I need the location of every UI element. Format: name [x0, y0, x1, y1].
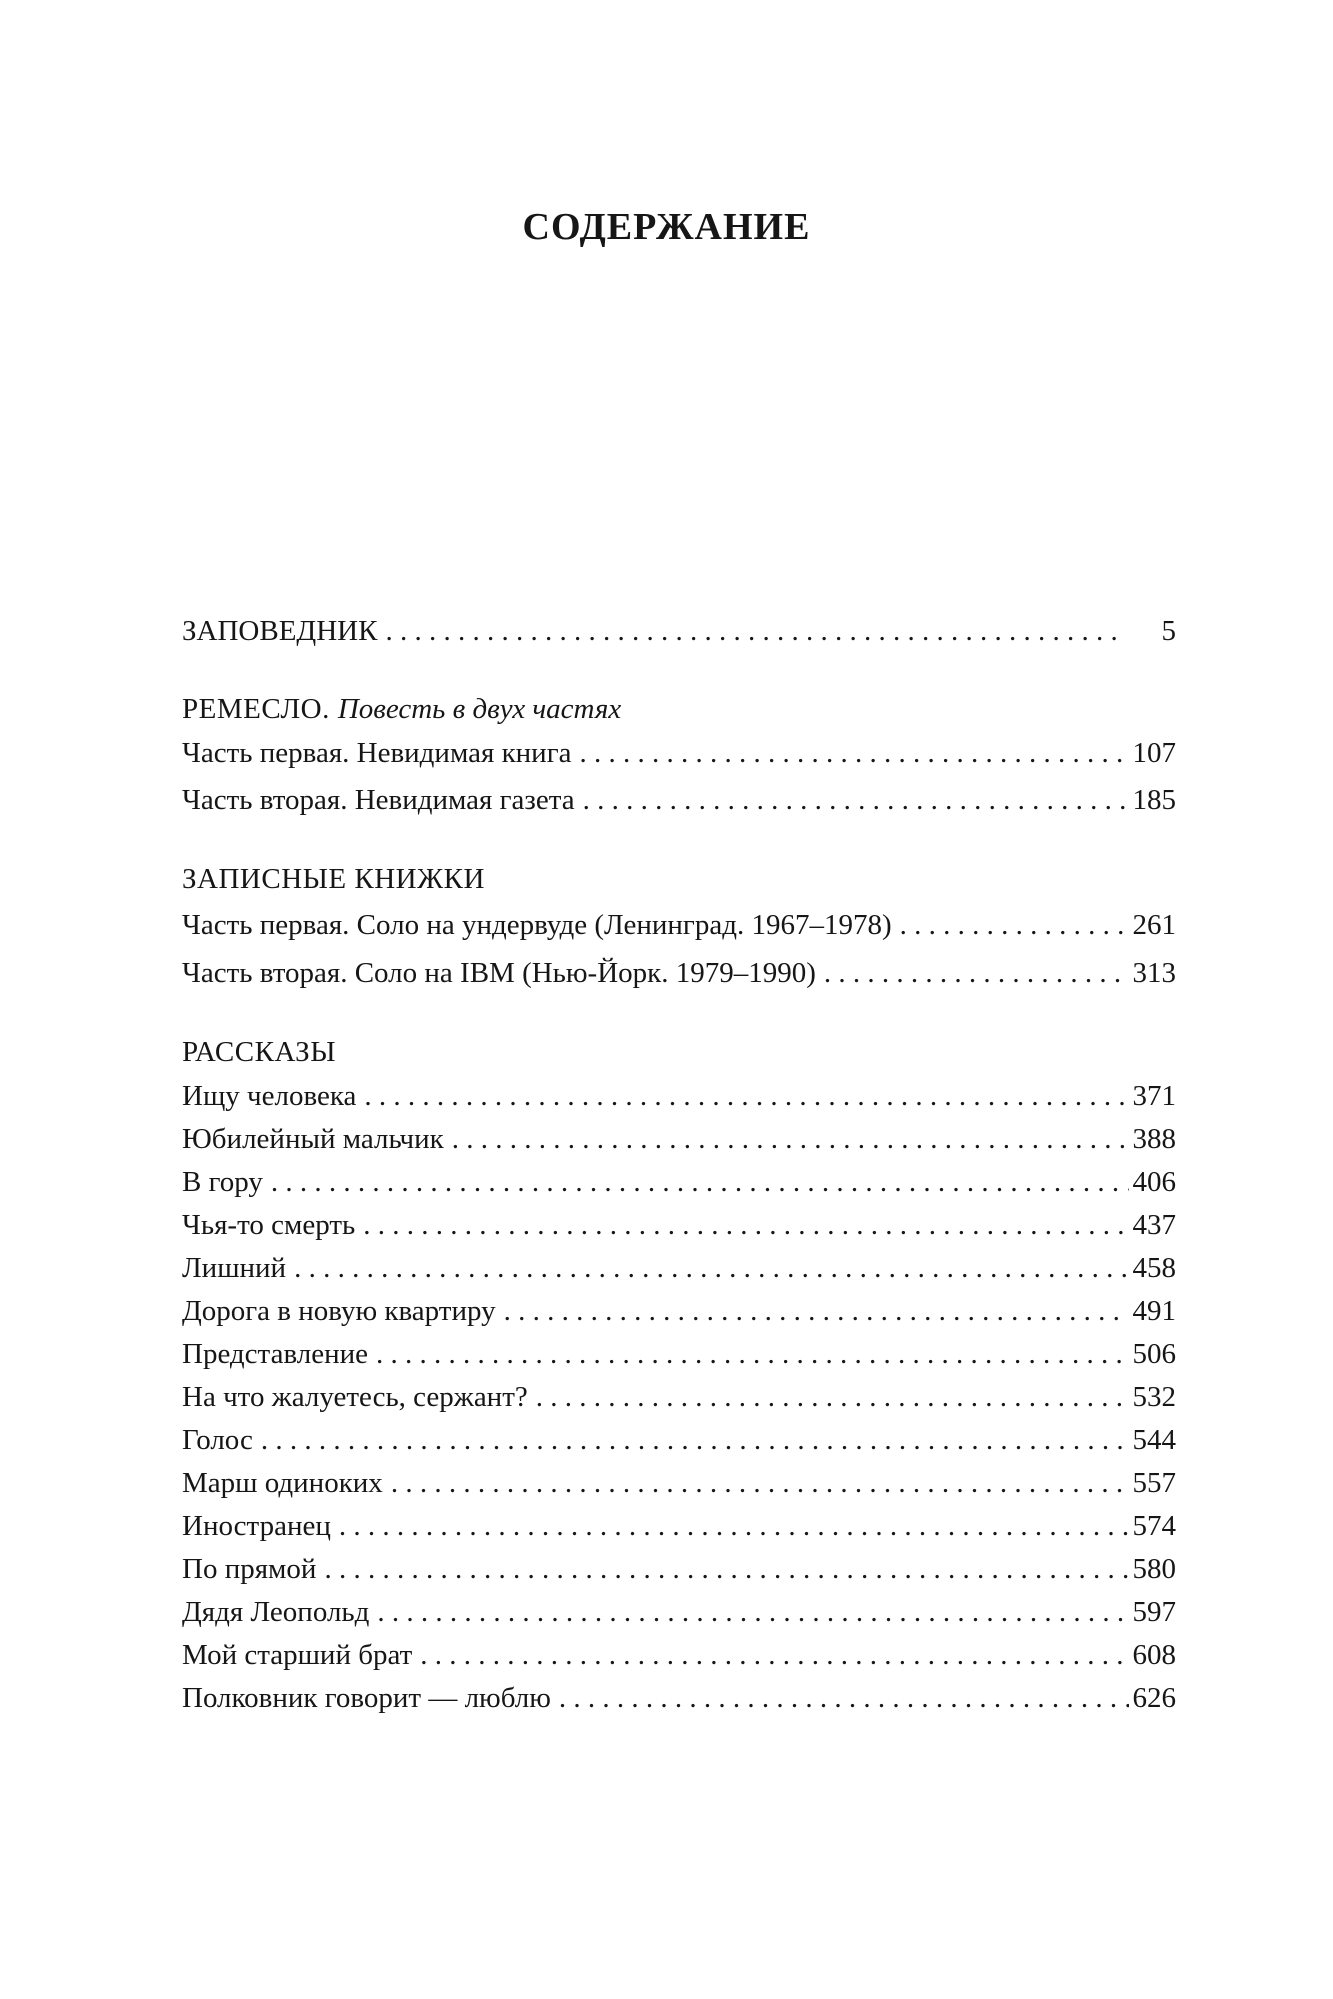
dot-leader — [271, 1166, 1129, 1199]
dot-leader — [339, 1510, 1129, 1543]
toc-entry[interactable] — [182, 1295, 1176, 1338]
section-subtitle: Повесть в двух частях — [337, 693, 622, 725]
toc-entry[interactable] — [182, 1123, 1176, 1166]
dot-leader — [391, 1467, 1129, 1500]
toc-entry[interactable] — [182, 737, 1176, 780]
toc-entry-page: 5 — [1161, 615, 1176, 647]
toc-entry-page: 491 — [1132, 1295, 1176, 1327]
dot-leader — [364, 1080, 1128, 1113]
toc-entry[interactable] — [182, 1467, 1176, 1510]
toc-entry-page: 185 — [1132, 784, 1176, 816]
toc-entry[interactable] — [182, 1209, 1176, 1252]
toc-entry-title: Марш одиноких — [182, 1467, 383, 1499]
toc-entry-title: Дорога в новую квартиру — [182, 1295, 496, 1327]
page-title: СОДЕРЖАНИЕ — [522, 206, 811, 248]
toc-entry-page: 532 — [1132, 1381, 1176, 1413]
toc-entry-title: Часть вторая. Невидимая газета — [182, 784, 575, 816]
toc-entry-title: На что жалуетесь, сержант? — [182, 1381, 528, 1413]
toc-entry-page: 597 — [1132, 1596, 1176, 1628]
toc-entry-title: ЗАПОВЕДНИК — [182, 615, 378, 647]
toc-section-heading-notebooks — [182, 863, 1176, 906]
toc-entry-title: Юбилейный мальчик — [182, 1123, 444, 1155]
dot-leader — [377, 1596, 1128, 1629]
toc-entry-page: 574 — [1132, 1510, 1176, 1542]
toc-entry-title: Полковник говорит — люблю — [182, 1682, 551, 1714]
toc-entry-title: Дядя Леопольд — [182, 1596, 370, 1628]
toc-entry[interactable] — [182, 1080, 1176, 1123]
toc-entry[interactable] — [182, 1166, 1176, 1209]
toc-entry-page: 544 — [1132, 1424, 1176, 1456]
dot-leader — [363, 1209, 1128, 1242]
toc-entry[interactable] — [182, 1338, 1176, 1381]
toc-entry[interactable] — [182, 1682, 1176, 1725]
toc-entry-title: Чья-то смерть — [182, 1209, 356, 1241]
dot-leader — [559, 1682, 1129, 1715]
toc-entry[interactable] — [182, 957, 1176, 1000]
toc-entry[interactable] — [182, 1424, 1176, 1467]
dot-leader — [504, 1295, 1129, 1328]
toc-entry-page: 371 — [1132, 1080, 1176, 1112]
toc-entry-page: 626 — [1132, 1682, 1176, 1714]
toc-entry-page: 580 — [1132, 1553, 1176, 1585]
toc-entry-page: 406 — [1132, 1166, 1176, 1198]
toc-entry-title: Часть первая. Невидимая книга — [182, 737, 572, 769]
toc-entry-page: 261 — [1132, 909, 1176, 941]
section-heading-text: ЗАПИСНЫЕ КНИЖКИ — [182, 863, 485, 895]
dot-leader — [452, 1123, 1129, 1156]
toc-entry[interactable] — [182, 1381, 1176, 1424]
stories-list — [182, 1080, 1176, 1725]
toc-entry-title: Голос — [182, 1424, 253, 1456]
dot-leader — [261, 1424, 1129, 1457]
toc-entry-page: 313 — [1132, 957, 1176, 989]
toc-entry[interactable] — [182, 1596, 1176, 1639]
dot-leader — [536, 1381, 1129, 1414]
dot-leader — [294, 1252, 1128, 1285]
dot-leader — [900, 909, 1129, 942]
toc-entry-title: Представление — [182, 1338, 369, 1370]
toc-entry-title: Часть вторая. Соло на IBM (Нью-Йорк. 1979–1990) — [182, 957, 816, 989]
toc-entry[interactable] — [182, 1510, 1176, 1553]
toc-entry-page: 437 — [1132, 1209, 1176, 1241]
toc-entry-title: Часть первая. Соло на ундервуде (Ленинград. 1967–1978) — [182, 909, 892, 941]
toc-entry-title: Иностранец — [182, 1510, 331, 1542]
toc-entry-page: 107 — [1132, 737, 1176, 769]
dot-leader — [579, 737, 1128, 770]
dot-leader — [376, 1338, 1128, 1371]
toc-entry-page: 388 — [1132, 1123, 1176, 1155]
dot-leader — [385, 615, 1121, 648]
section-heading-text: РЕМЕСЛО. — [182, 693, 330, 725]
section-heading-text: РАССКАЗЫ — [182, 1036, 336, 1068]
dot-leader — [824, 957, 1129, 990]
toc-entry[interactable] — [182, 1252, 1176, 1295]
toc-entry-title: Ищу человека — [182, 1080, 357, 1112]
toc-entry-page: 557 — [1132, 1467, 1176, 1499]
toc-entry-page: 506 — [1132, 1338, 1176, 1370]
toc-entry[interactable] — [182, 1639, 1176, 1682]
toc-entry-page: 458 — [1132, 1252, 1176, 1284]
toc-entry-page: 608 — [1132, 1639, 1176, 1671]
toc-entry[interactable] — [182, 909, 1176, 952]
toc-entry-title: По прямой — [182, 1553, 317, 1585]
toc-entry-title: В гору — [182, 1166, 263, 1198]
toc-entry-title: Мой старший брат — [182, 1639, 413, 1671]
toc-section-heading-remeslo — [182, 693, 1176, 736]
toc-entry[interactable] — [182, 1553, 1176, 1596]
toc-entry-zapovednik[interactable] — [182, 615, 1176, 658]
toc-entry[interactable] — [182, 784, 1176, 827]
toc-entry-title: Лишний — [182, 1252, 287, 1284]
toc-section-heading-stories — [182, 1036, 1176, 1079]
dot-leader — [420, 1639, 1128, 1672]
dot-leader — [324, 1553, 1128, 1586]
dot-leader — [583, 784, 1129, 817]
